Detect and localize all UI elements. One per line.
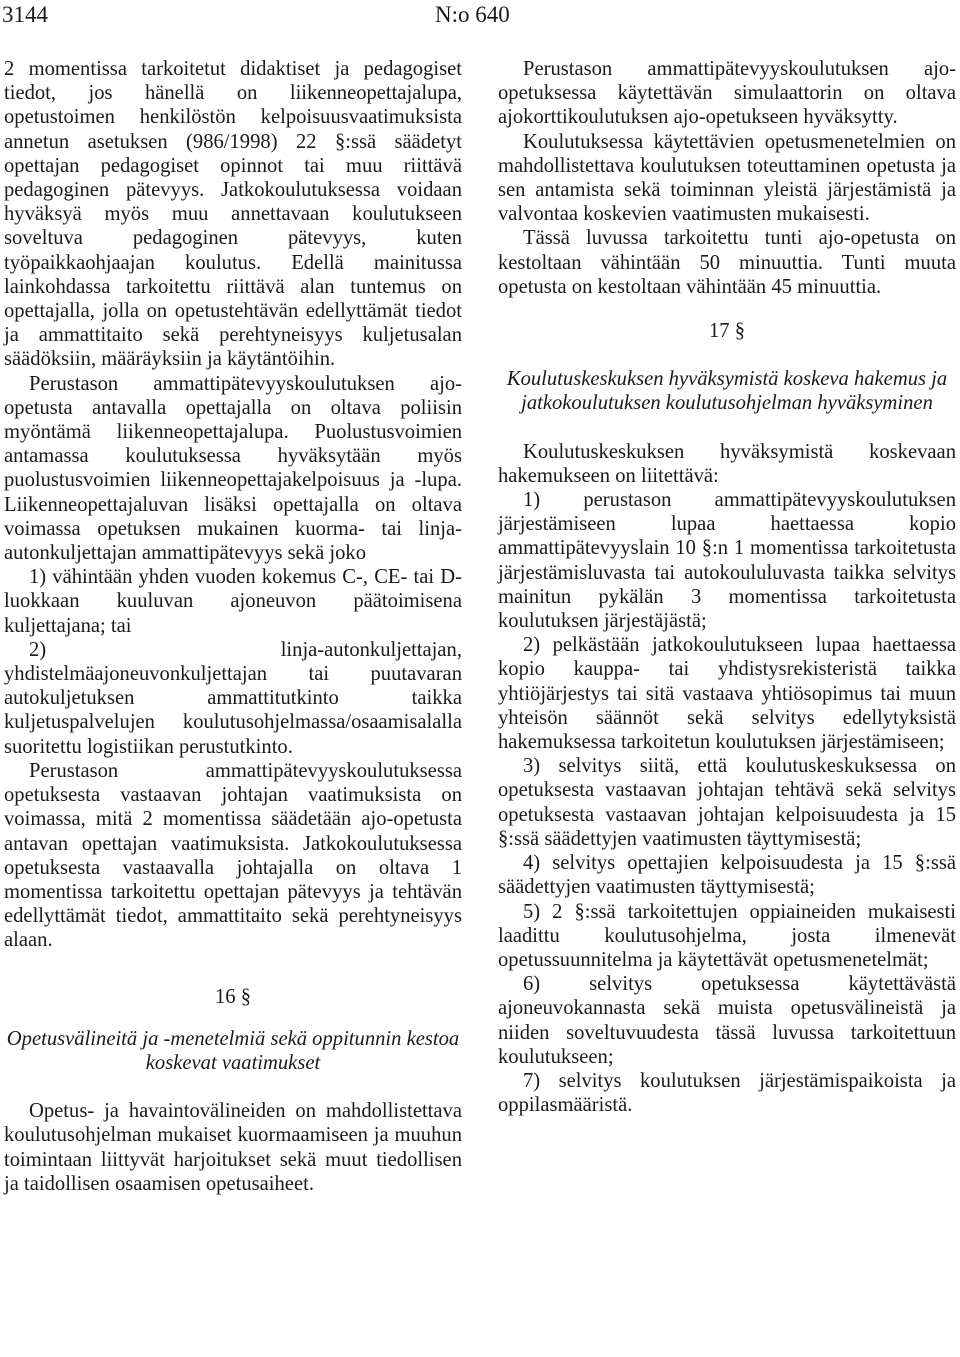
right-column [498,57,956,1117]
paragraph: Perustason ammattipätevyyskoulutuksessa opetuksesta vastaavan johtajan vaatimuksista on voimassa, mitä 2 momentissa säädetään ajo-opetusta antavan opettajan vaatimuksista. Jatkokoulutuksessa opetuksesta vastaavalla johtajalla on oltava 1 momentissa tarkoitettu opettajan pätevyys ja tehtävän edellyttämät tiedot, ammattitaito sekä perehtyneisyys alaan. [4,759,462,952]
paragraph: Koulutuskeskuksen hyväksymistä koskevaan hakemukseen on liitettävä: [498,440,956,487]
list-item: 6) selvitys opetuksessa käytettävästä ajoneuvokannasta sekä muista opetusvälineistä ja niiden soveltuvuudesta tässä luvussa tarkoitettuun koulutukseen; [498,973,956,1068]
section-title: Opetusvälineitä ja -menetelmiä sekä oppitunnin kestoa koskevat vaatimukset [6,1027,460,1074]
paragraph: 2) linja-autonkuljettajan, yhdistelmäajoneuvonkuljettajan tai puutavaran autokuljetuksen ammattitutkinto taikka kuljetuspalvelujen koulutusohjelmassa/osaamisalalla suoritettu logistiikan perustutkinto. [4,638,462,758]
paragraph: Perustason ammattipätevyyskoulutuksen ajo-opetuksessa käytettävän simulaattorin on oltava ajokorttikoulutuksen ajo-opetukseen hyväksytty. [498,58,956,129]
list-item: 4) selvitys opettajien kelpoisuudesta ja 15 §:ssä säädettyjen vaatimusten täyttymisestä; [498,852,956,899]
page-number: 3144 [2,2,48,27]
list-item: 1) perustason ammattipätevyyskoulutuksen järjestämiseen lupaa haettaessa kopio ammattipätevyyslain 10 §:n 1 momentissa tarkoitetusta järjestämisluvasta tai autokoululuvasta taikka selvitys mainitun pykälän 3 momentissa tarkoitetusta koulutuksen järjestäjästä; [498,489,956,633]
page-header [0,2,960,34]
paragraph: 2 momentissa tarkoitetut didaktiset ja pedagogiset tiedot, jos hänellä on liikenneopettajalupa, opetustoimen henkilöstön kelpoisuusvaatimuksista annetun asetuksen (986/1998) 22 §:ssä säädetyt opettajan pedagogiset opinnot tai muu riittävä pedagoginen pätevyys. Jatkokoulutuksessa voidaan hyväksyä myös muu annettavaan koulutukseen soveltuva pedagoginen pätevyys, kuten työpaikkaohjaajan koulutus. Edellä mainitussa lainkohdassa tarkoitettu riittävä alan tuntemus on opettajalla, jolla on opetustehtävän edellyttämät tiedot ja ammattitaito sekä perehtyneisyys kuljetusalan säädöksiin, määräyksiin ja käytäntöihin. [4,58,462,371]
issue-number: N:o 640 [435,2,510,27]
left-column [4,57,462,1196]
list-item: 2) pelkästään jatkokoulutukseen lupaa haettaessa kopio kauppa- tai yhdistysrekisteristä taikka yhtiöjärjestys tai sitä vastaava yhtiösopimus tai muun yhteisön säännöt sekä selvitys edellytyksistä hakemuksessa tarkoitetun koulutuksen järjestämiseen; [498,634,956,754]
paragraph: Opetus- ja havaintovälineiden on mahdollistettava koulutusohjelman mukaiset kuormaamiseen ja muuhun toimintaan liittyvät harjoitukset sekä muut tiedollisen ja taidollisen osaamisen opetusaiheet. [4,1100,462,1195]
list-item: 3) selvitys siitä, että koulutuskeskuksessa on opetuksesta vastaavan johtajan tehtävä sekä selvitys opetuksesta vastaavan johtajan kelpoisuudesta ja 15 §:ssä säädettyjen vaatimusten täyttymisestä; [498,755,956,850]
list-item: 5) 2 §:ssä tarkoitettujen oppiaineiden mukaisesti laadittu koulutusohjelma, josta ilmenevät opetussuunnitelma ja käytettävät opetusmenetelmät; [498,900,956,971]
list-item: 7) selvitys koulutuksen järjestämispaikoista ja oppilasmääristä. [498,1069,956,1117]
section-title: Koulutuskeskuksen hyväksymistä koskeva hakemus ja jatkokoulutuksen koulutusohjelman hyväksyminen [506,368,948,415]
section-heading: 16 § [214,985,252,1008]
paragraph: Tässä luvussa tarkoitettu tunti ajo-opetusta on kestoltaan vähintään 50 minuuttia. Tunti muuta opetusta on kestoltaan vähintään 45 minuuttia. [498,227,956,298]
paragraph: Koulutuksessa käytettävien opetusmenetelmien on mahdollistettava koulutuksen toteuttaminen opetusta ja sen antamista sekä toiminnan yleistä järjestämistä ja valvontaa koskevien vaatimusten mukaisesti. [498,130,956,226]
paragraph: 1) vähintään yhden vuoden kokemus C-, CE- tai D-luokkaan kuuluvan ajoneuvon päätoimisena kuljettajana; tai [4,566,462,637]
section-heading: 17 § [708,320,746,343]
paragraph: Perustason ammattipätevyyskoulutuksen ajo-opetusta antavalla opettajalla on oltava poliisin myöntämä liikenneopettajalupa. Puolustusvoimien antamassa koulutuksessa hyväksytään myös puolustusvoimien liikenneopettajakelpoisuus ja -lupa. Liikenneopettajaluvan lisäksi opettajalla on oltava voimassa opetuksen mukainen kuorma- tai linja-autonkuljettajan ammattipätevyys sekä joko [4,372,462,565]
